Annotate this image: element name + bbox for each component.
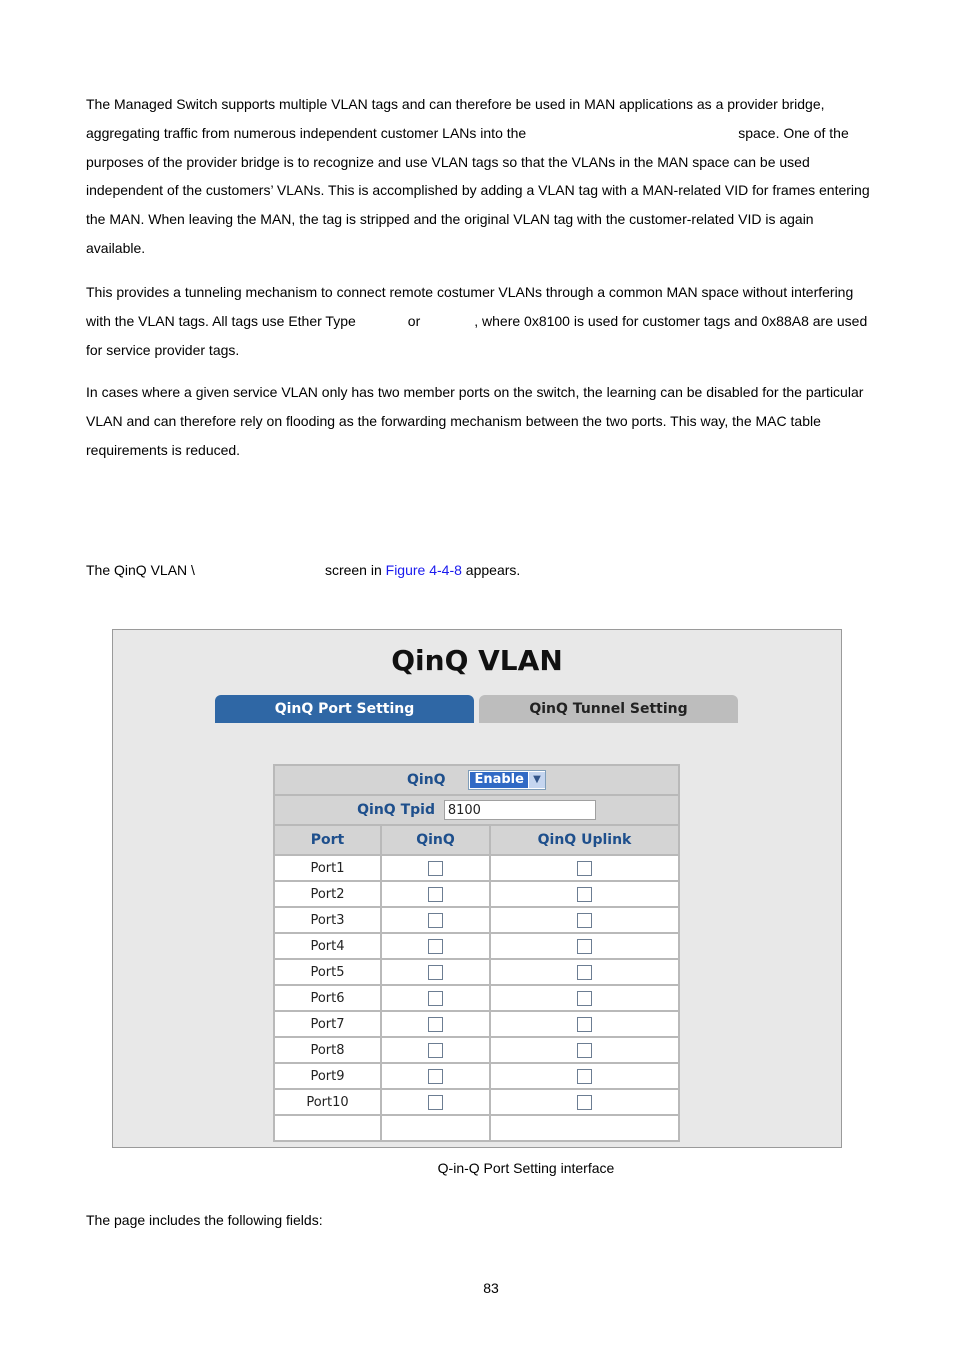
table-row (274, 855, 679, 881)
table-row (274, 907, 679, 933)
qinq-checkbox[interactable] (428, 861, 443, 876)
table-row-partial (274, 1115, 679, 1141)
p2-text-b: , where 0x8100 is used for customer tags and 0x88A8 are used for service provider tags. (86, 312, 868, 358)
uplink-checkbox-cell (490, 855, 679, 881)
port-name: Port3 (274, 907, 381, 933)
tab-qinq-port-setting[interactable]: QinQ Port Setting (215, 695, 474, 723)
qinq-checkbox[interactable] (428, 887, 443, 902)
qinq-checkbox-cell (381, 1037, 490, 1063)
uplink-checkbox-cell (490, 1063, 679, 1089)
qinq-checkbox-cell (381, 855, 490, 881)
paragraph-screen-ref (86, 556, 876, 585)
column-header-row (274, 825, 679, 855)
qinq-uplink-checkbox[interactable] (577, 861, 592, 876)
qinq-checkbox-cell (381, 1011, 490, 1037)
port-name (274, 1115, 381, 1141)
figure-caption: Q-in-Q Port Setting interface (437, 1160, 615, 1176)
paragraph-learning: In cases where a given service VLAN only has two member ports on the switch, the learning can be disabled for the particular VLAN and can therefore rely on flooding as the forwarding mechanism between the two ports. This way, the MAC table requirements is reduced. (86, 384, 864, 458)
qinq-checkbox-cell (381, 907, 490, 933)
qinq-checkbox[interactable] (428, 991, 443, 1006)
qinq-checkbox[interactable] (428, 965, 443, 980)
p4-middle: screen in (324, 562, 382, 578)
tpid-row (274, 795, 679, 825)
qinq-checkbox[interactable] (428, 1043, 443, 1058)
screenshot-title: QinQ VLAN (391, 644, 563, 677)
column-header-qinq: QinQ (381, 825, 490, 855)
column-header-port: Port (274, 825, 381, 855)
port-name: Port4 (274, 933, 381, 959)
port-name: Port2 (274, 881, 381, 907)
uplink-checkbox-cell (490, 1037, 679, 1063)
qinq-checkbox[interactable] (428, 1095, 443, 1110)
uplink-checkbox-cell (490, 1089, 679, 1115)
qinq-uplink-checkbox[interactable] (577, 965, 592, 980)
uplink-checkbox-cell (490, 933, 679, 959)
chevron-down-icon[interactable]: ▼ (529, 772, 545, 788)
qinq-uplink-checkbox[interactable] (577, 1043, 592, 1058)
tpid-input[interactable]: 8100 (444, 800, 596, 820)
uplink-checkbox-cell (490, 959, 679, 985)
p4-prefix: The QinQ VLAN \ (86, 562, 195, 578)
qinq-uplink-checkbox[interactable] (577, 1069, 592, 1084)
qinq-uplink-checkbox[interactable] (577, 939, 592, 954)
uplink-checkbox-cell (490, 985, 679, 1011)
p1-text-b: space. One of the purposes of the provider bridge is to recognize and use VLAN tags so that the VLANs in the MAN space can be used independent of the customers’ VLANs. This is accomplished by adding a VLAN tag with a MAN-related VID for frames entering the MAN. When leaving the MAN, the tag is stripped and the original VLAN tag with the customer-related VID is again available. (86, 124, 870, 256)
port-name: Port10 (274, 1089, 381, 1115)
qinq-checkbox-cell (381, 881, 490, 907)
qinq-uplink-checkbox[interactable] (577, 887, 592, 902)
page-number: 83 (483, 1280, 499, 1296)
uplink-checkbox-cell (490, 907, 679, 933)
port-name: Port7 (274, 1011, 381, 1037)
qinq-checkbox-cell (381, 1063, 490, 1089)
paragraph-provider-bridge (86, 90, 876, 263)
p2-text-a: This provides a tunneling mechanism to connect remote costumer VLANs through a common MAN space without interfering with the VLAN tags. All tags use Ether Type (86, 284, 854, 329)
uplink-checkbox-cell (490, 1115, 679, 1141)
table-row (274, 933, 679, 959)
figure-link[interactable]: Figure 4-4-8 (385, 562, 462, 578)
p1-text-a: The Managed Switch supports multiple VLAN tags and can therefore be used in MAN applications as a provider bridge, aggregating traffic from numerous independent customer LANs into the (86, 96, 825, 141)
table-row (274, 959, 679, 985)
table-row (274, 1089, 679, 1115)
fields-intro: The page includes the following fields: (86, 1212, 323, 1228)
qinq-uplink-checkbox[interactable] (577, 1017, 592, 1032)
tab-qinq-tunnel-setting[interactable]: QinQ Tunnel Setting (479, 695, 738, 723)
qinq-uplink-checkbox[interactable] (577, 913, 592, 928)
qinq-checkbox[interactable] (428, 913, 443, 928)
paragraph-tunneling (86, 278, 876, 364)
qinq-checkbox[interactable] (428, 939, 443, 954)
qinq-select-value: Enable (470, 772, 528, 788)
qinq-checkbox-cell (381, 1089, 490, 1115)
qinq-checkbox[interactable] (428, 1017, 443, 1032)
qinq-cell (274, 765, 679, 795)
qinq-checkbox-cell (381, 933, 490, 959)
port-name: Port5 (274, 959, 381, 985)
qinq-screenshot (112, 629, 842, 1148)
port-name: Port9 (274, 1063, 381, 1089)
p4-suffix: appears. (465, 562, 521, 578)
qinq-checkbox[interactable] (428, 1069, 443, 1084)
qinq-label: QinQ (407, 772, 446, 788)
qinq-checkbox-cell (381, 959, 490, 985)
table-row (274, 985, 679, 1011)
qinq-uplink-checkbox[interactable] (577, 991, 592, 1006)
uplink-checkbox-cell (490, 1011, 679, 1037)
port-name: Port8 (274, 1037, 381, 1063)
qinq-checkbox-cell (381, 1115, 490, 1141)
qinq-enable-select[interactable] (468, 770, 546, 790)
table-row (274, 1037, 679, 1063)
p2-or: or (407, 312, 421, 329)
port-name: Port6 (274, 985, 381, 1011)
port-rows (274, 855, 679, 1141)
tpid-label: QinQ Tpid (357, 802, 435, 818)
qinq-checkbox-cell (381, 985, 490, 1011)
tpid-cell (274, 795, 679, 825)
qinq-uplink-checkbox[interactable] (577, 1095, 592, 1110)
port-name: Port1 (274, 855, 381, 881)
table-row (274, 1011, 679, 1037)
column-header-qinq-uplink: QinQ Uplink (490, 825, 679, 855)
uplink-checkbox-cell (490, 881, 679, 907)
table-row (274, 881, 679, 907)
table-row (274, 1063, 679, 1089)
qinq-port-table (273, 764, 680, 1142)
qinq-row (274, 765, 679, 795)
